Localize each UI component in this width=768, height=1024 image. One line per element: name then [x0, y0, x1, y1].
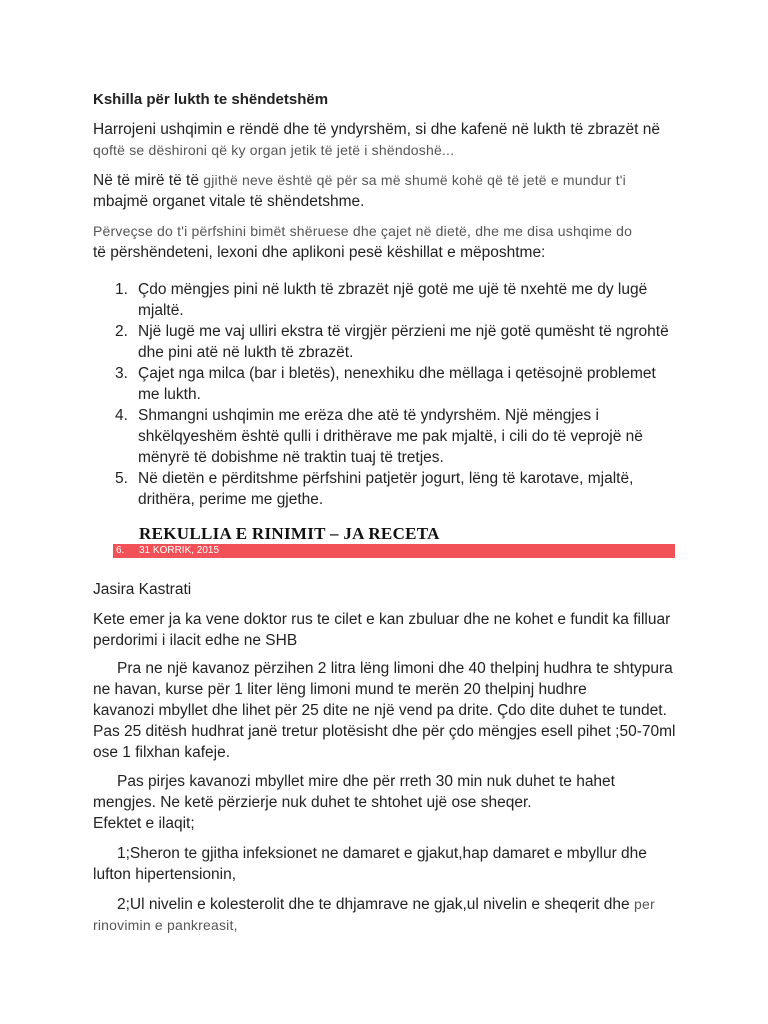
- list-line: drithëra, perime me gjethe.: [138, 491, 324, 508]
- article-heading: Kshilla për lukth te shëndetshëm: [93, 91, 329, 108]
- author-name: [93, 579, 680, 600]
- advice-list: [93, 279, 680, 510]
- paragraph-line: Pra ne një kavanoz përzihen 2 litra lëng limoni dhe 40 thelpinj hudhra te shtypura: [117, 660, 673, 677]
- list-item: [93, 321, 680, 363]
- list-line: Çajet nga milca (bar i bletës), nenexhiku dhe mëllaga i qetësojnë problemet: [138, 365, 656, 382]
- list-line: Çdo mëngjes pini në lukth të zbrazët një gotë me ujë të nxehtë me dy lugë: [138, 281, 648, 298]
- paragraph-line: Harrojeni ushqimin e rëndë dhe të yndyrshëm, si dhe kafenë në lukth të zbrazët në: [93, 121, 660, 138]
- list-number: 1.: [115, 281, 128, 298]
- list-number: 4.: [115, 407, 128, 424]
- text-span: gjithë neve është që për sa më shumë kohë që të jetë e mundur t'i: [203, 172, 626, 188]
- paragraph-line: rinovimin e pankreasit,: [93, 917, 238, 933]
- list-line: Një lugë me vaj ulliri ekstra të virgjër përzieni me një gotë qumësht të ngrohtë: [138, 323, 669, 340]
- paragraph-line: ose 1 filxhan kafeje.: [93, 744, 231, 761]
- paragraph-line: [93, 170, 680, 191]
- paragraph-line: perdorimi i ilacit edhe ne SHB: [93, 632, 298, 649]
- paragraph-line: 1;Sheron te gjitha infeksionet ne damaret e gjakut,hap damaret e mbyllur dhe: [117, 845, 647, 862]
- list-line: Në dietën e përditshme përfshini patjetër jogurt, lëng të karotave, mjaltë,: [138, 470, 634, 487]
- bar-number: 6.: [116, 545, 125, 556]
- text-span: Në të mirë të të: [93, 172, 204, 189]
- bar-date: 31 KORRIK, 2015: [139, 545, 220, 556]
- paragraph-line: [93, 894, 680, 915]
- date-bar: [113, 544, 675, 558]
- paragraph-after: [93, 771, 680, 834]
- paragraph-origin: [93, 609, 680, 651]
- paragraph-line: Përveçse do t'i përfshini bimët shëruese dhe çajet në dietë, dhe me disa ushqime do: [93, 223, 633, 239]
- paragraph-effect-2: [93, 894, 680, 936]
- paragraph-line: të përshëndeteni, lexoni dhe aplikoni pesë këshillat e mëposhtme:: [93, 244, 546, 261]
- list-line: mjaltë.: [138, 302, 184, 319]
- author-text: Jasira Kastrati: [93, 581, 192, 598]
- list-item: [93, 405, 680, 468]
- list-number: 2.: [115, 323, 128, 340]
- list-number: 5.: [115, 470, 128, 487]
- section-title: REKULLIA E RINIMIT – JA RECETA: [139, 524, 440, 543]
- list-item: [93, 468, 680, 510]
- paragraph-line: mbajmë organet vitale të shëndetshme.: [93, 193, 365, 210]
- paragraph-recipe: [93, 658, 680, 763]
- list-line: mënyrë të dobishme në traktin tuaj të tretjes.: [138, 449, 444, 466]
- list-item: [93, 363, 680, 405]
- list-number: 3.: [115, 365, 128, 382]
- paragraph-line: kavanozi mbyllet dhe lihet për 25 dite ne një vend pa drite. Çdo dite duhet te tundet.: [93, 702, 667, 719]
- paragraph-line: ne havan, kurse për 1 liter lëng limoni mund te merën 20 thelpinj hudhre: [93, 681, 587, 698]
- paragraph-intro: [93, 119, 680, 161]
- list-line: me lukth.: [138, 386, 201, 403]
- paragraph-vital-organs: [93, 170, 680, 212]
- paragraph-line: Kete emer ja ka vene doktor rus te cilet e kan zbuluar dhe ne kohet e fundit ka filluar: [93, 611, 671, 628]
- paragraph-line: qoftë se dëshironi që ky organ jetik të jetë i shëndoshë...: [93, 142, 455, 158]
- list-line: shkëlqyeshëm është qulli i drithërave me pak mjaltë, i cili do të veprojë në: [138, 428, 643, 445]
- paragraph-line: Efektet e ilaqit;: [93, 815, 195, 832]
- paragraph-line: Pas pirjes kavanozi mbyllet mire dhe për rreth 30 min nuk duhet te hahet: [117, 773, 615, 790]
- paragraph-effect-1: [93, 843, 680, 885]
- text-span: 2;Ul nivelin e kolesterolit dhe te dhjamrave ne gjak,ul nivelin e sheqerit dhe: [117, 896, 634, 913]
- paragraph-line: lufton hipertensionin,: [93, 866, 237, 883]
- list-line: Shmangni ushqimin me erëza dhe atë të yndyrshëm. Një mëngjes i: [138, 407, 599, 424]
- paragraph-line: mengjes. Ne ketë përzierje nuk duhet te shtohet ujë ose sheqer.: [93, 794, 532, 811]
- paragraph-advice-intro: [93, 221, 680, 263]
- paragraph-line: Pas 25 ditësh hudhrat janë tretur plotësisht dhe për çdo mëngjes esell pihet ;50-70ml: [93, 723, 676, 740]
- list-line: dhe pini atë në lukth të zbrazët.: [138, 344, 354, 361]
- text-span: per: [633, 896, 655, 912]
- list-item: [93, 279, 680, 321]
